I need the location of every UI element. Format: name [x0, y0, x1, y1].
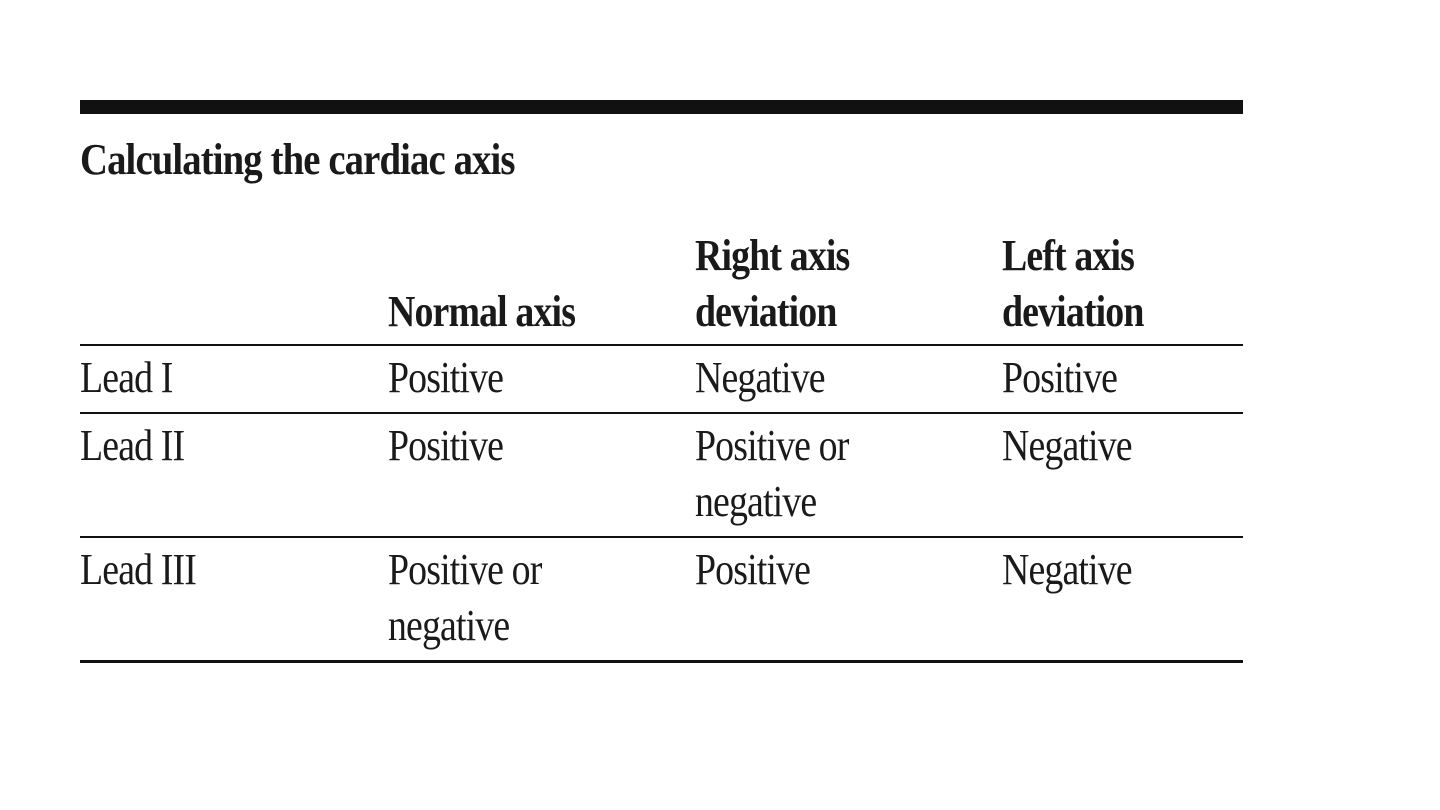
- cell-lead: Lead II: [80, 421, 185, 470]
- cell-right: Positive or negative: [695, 421, 849, 526]
- table-row: [80, 537, 1243, 662]
- cell-left: Positive: [1002, 353, 1118, 402]
- cell-normal: Positive or negative: [388, 545, 542, 650]
- cardiac-axis-table-block: [80, 100, 1243, 663]
- cell-right: Positive: [695, 545, 811, 594]
- cell-right: Negative: [695, 353, 825, 402]
- table-row: [80, 413, 1243, 537]
- table-caption: Calculating the cardiac axis: [80, 135, 515, 184]
- cell-normal: Positive: [388, 421, 504, 470]
- cell-lead: Lead III: [80, 545, 197, 594]
- cell-lead: Lead I: [80, 353, 173, 402]
- header-lead: [80, 228, 388, 345]
- header-right-axis-deviation: Right axis deviation: [695, 231, 850, 336]
- cell-left: Negative: [1002, 545, 1132, 594]
- header-normal-axis: Normal axis: [388, 287, 576, 336]
- cell-left: Negative: [1002, 421, 1132, 470]
- cardiac-axis-table: [80, 228, 1243, 663]
- table-row: [80, 345, 1243, 413]
- table-header-row: [80, 228, 1243, 345]
- cell-normal: Positive: [388, 353, 504, 402]
- top-rule: [80, 100, 1243, 114]
- header-left-axis-deviation: Left axis deviation: [1002, 231, 1144, 336]
